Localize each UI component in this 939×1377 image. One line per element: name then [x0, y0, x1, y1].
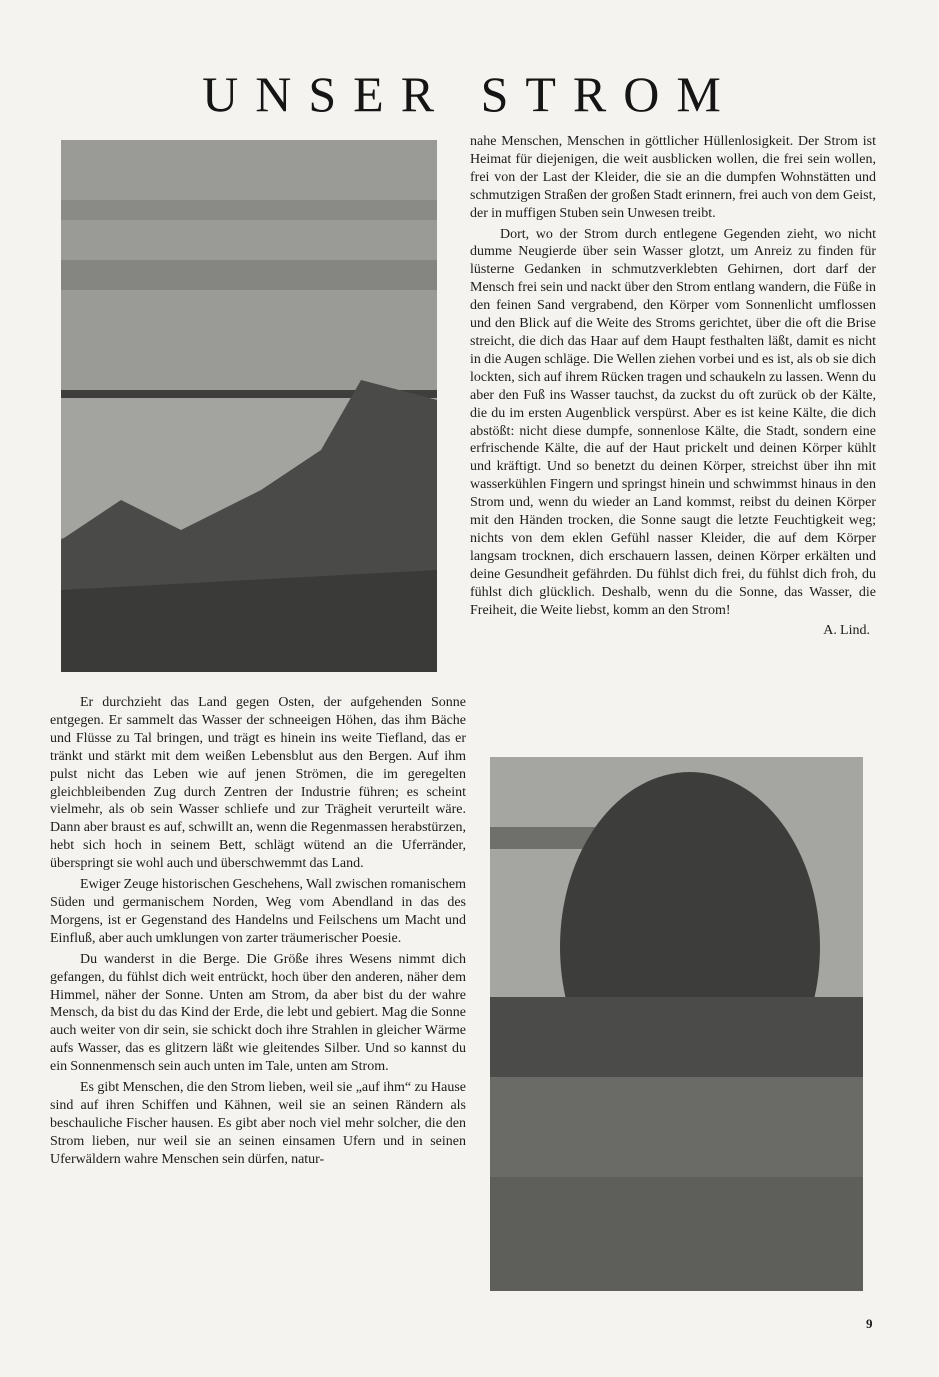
- author-signature: A. Lind.: [823, 623, 870, 639]
- page-number: 9: [866, 1316, 873, 1331]
- river-landscape-photo: [61, 140, 437, 672]
- paragraph: Ewiger Zeuge historischen Geschehens, Wall zwischen romanischem Süden und germanischem Norden, Weg vom Abendland in das des Morgens, ist er Gegenstand des Handelns und Feilschens um Macht und Einfluß, aber auch umklungen von zarter träumerischer Poesie.: [50, 877, 466, 946]
- left-text-column: [50, 694, 466, 1172]
- paragraph: Du wanderst in die Berge. Die Größe ihres Wesens nimmt dich gefangen, du fühlst dich weit entrückt, hoch über den anderen, näher dem Himmel, näher der Sonne. Unten am Strom, da aber bist du der wahre Mensch, da bist du das Kind der Erde, die lebt und gebiert. Mag die Sonne auch weiter von dir sein, sie schickt doch ihre Strahlen in gleicher Wärme aufs Wasser, das es glitzern läßt wie gleitendes Silber. Und so kannst du ein Sonnenmensch sein auch unten im Tale, unten am Strom.: [50, 951, 466, 1075]
- article-title: UNSER STROM: [202, 66, 738, 122]
- paragraph: nahe Menschen, Menschen in göttlicher Hüllenlosigkeit. Der Strom ist Heimat für diejenigen, die weit ausblicken wollen, die frei sein wollen, frei von der Last der Kleider, die sie an die dumpfen Wohnstätten und schmutzigen Straßen der großen Stadt erinnern, frei auch von dem Geist, der in muffigen Stuben sein Unwesen treibt.: [470, 134, 876, 221]
- meadow-tree-graphic: [490, 757, 863, 1291]
- paragraph: Er durchzieht das Land gegen Osten, der aufgehenden Sonne entgegen. Er sammelt das Wasser der schneeigen Höhen, das ihm Bäche und Flüsse zu Tal bringen, und trägt es hinein ins weite Tiefland, das er tränkt und stärkt mit dem weißen Lebensblut aus den Bergen. Auf ihm pulst nicht das Leben wie auf jenen Strömen, die im geregelten gleichbleibenden Zug durch Zentren der Industrie führen; es scheint vielmehr, als ob sein Wasser schliefe und zur Trägheit verurteilt wäre. Dann aber braust es auf, schwillt an, wenn die Regenmassen herabstürzen, hebt sich hoch in seinem Bett, schlägt wütend an die Uferränder, überspringt sie wohl auch und überschwemmt das Land.: [50, 695, 466, 872]
- meadow-tree-photo: [490, 757, 863, 1291]
- right-text-column: [470, 133, 876, 640]
- paragraph: Es gibt Menschen, die den Strom lieben, weil sie „auf ihm“ zu Hause sind auf ihren Schiffen und Kähnen, weil sie an seinen Rändern als beschauliche Fischer hausen. Es gibt aber noch viel mehr solcher, die den Strom lieben, nur weil sie an seinen einsamen Ufern und in seinen Uferwäldern wahre Menschen sein dürfen, natur-: [50, 1080, 466, 1167]
- river-landscape-graphic: [61, 140, 437, 672]
- paragraph-final: Dort, wo der Strom durch entlegene Gegenden zieht, wo nicht dumme Neugierde über sein Wasser glotzt, um Anreiz zu finden für lüsterne Gedanken in schmutzverklebten Gehirnen, dort darf der Mensch frei sein und nackt über den Strom entlang wandern, die Füße in den feinen Sand vergrabend, den Körper vom Sonnenlicht umflossen und den Blick auf die Weite des Stroms gerichtet, über die oft die Brise streicht, die dich das Haar auf dem Haupt festhalten läßt, damit es nicht in die Augen schläge. Die Wellen ziehen vorbei und es ist, als ob sie dich lockten, sich auf ihrem Rücken tragen und schaukeln zu lassen. Wenn du aber den Fuß ins Wasser tauchst, da zuckst du oft zurück ob der Kälte, die du im ersten Augenblick verspürst. Aber es ist keine Kälte, die dich abstößt: nicht diese dumpfe, sonnenlose Kälte, die Stadt, sondern eine erfrischende Kälte, die auf der Haut prickelt und deinen Körper kühlt und kräftigt. Und so benetzt du deinen Körper, streichst über ihn mit wasserkühlen Fingern und springst hinein und schwimmst hinaus in den Strom und, wenn du wieder an Land kommst, reibst du deinen Körper mit den Händen trocken, die Sonne saugt die letzte Feuchtigkeit weg; nichts von dem eklen Gefühl nasser Kleider, die auf dem Körper langsam trocknen, dich erschauern lassen, deinen Körper erkälten und deine Gesundheit gefährden. Du fühlst dich frei, du fühlst dich froh, du fühlst dich glücklich. Deshalb, wenn du die Sonne, das Wasser, die Freiheit, die Weite liebst, komm an den Strom!: [470, 226, 876, 618]
